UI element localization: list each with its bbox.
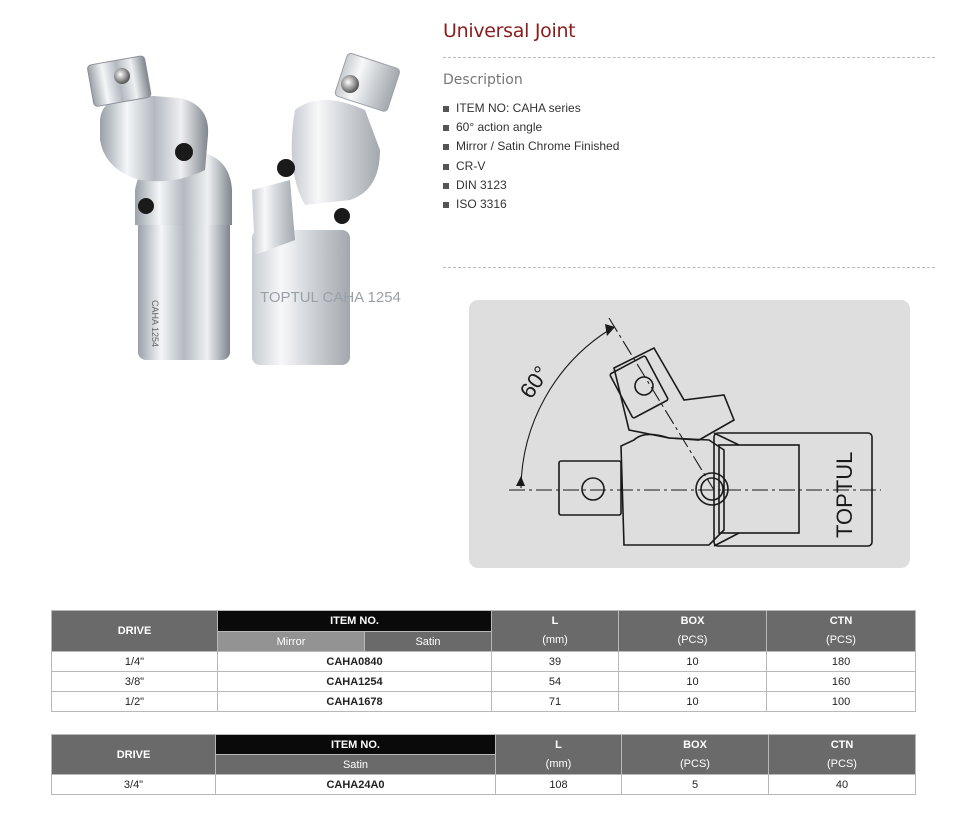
table-row: 3/8" CAHA1254 54 10 160 (52, 672, 916, 692)
right-universal-joint (252, 52, 401, 365)
spec-item: Mirror / Satin Chrome Finished (443, 137, 619, 156)
spec-table-satin (51, 734, 916, 795)
header-item-no: ITEM NO. (216, 735, 496, 755)
spec-item: DIN 3123 (443, 176, 619, 195)
square-bullet-icon (443, 144, 449, 150)
square-bullet-icon (443, 164, 449, 170)
spec-item: CR-V (443, 157, 619, 176)
header-satin: Satin (365, 632, 492, 652)
header-l: L (mm) (492, 611, 619, 652)
product-title: Universal Joint (443, 20, 576, 42)
left-universal-joint (87, 55, 232, 360)
header-box: BOX (PCS) (622, 735, 769, 775)
square-bullet-icon (443, 183, 449, 189)
header-l: L (mm) (496, 735, 622, 775)
divider-bottom (443, 267, 935, 268)
description-heading: Description (443, 72, 523, 88)
spec-item: ISO 3316 (443, 195, 619, 214)
square-bullet-icon (443, 125, 449, 131)
header-drive: DRIVE (52, 611, 218, 652)
left-joint-marking: CAHA 1254 (150, 300, 160, 348)
angle-label: 60° (514, 361, 555, 403)
table-row: 1/4" CAHA0840 39 10 180 (52, 652, 916, 672)
product-photo (80, 40, 410, 370)
table-row: 3/4" CAHA24A0 108 5 40 (52, 775, 916, 795)
header-satin: Satin (216, 755, 496, 775)
technical-diagram (469, 300, 910, 568)
square-bullet-icon (443, 202, 449, 208)
spec-table-mirror-satin (51, 610, 916, 712)
spec-item: ITEM NO: CAHA series (443, 99, 619, 118)
header-drive: DRIVE (52, 735, 216, 775)
header-mirror: Mirror (218, 632, 365, 652)
divider-top (443, 57, 935, 58)
spec-item: 60° action angle (443, 118, 619, 137)
brand-label: TOPTUL (832, 451, 857, 538)
header-box: BOX (PCS) (619, 611, 767, 652)
header-item-no: ITEM NO. (218, 611, 492, 632)
header-ctn: CTN (PCS) (769, 735, 916, 775)
header-ctn: CTN (PCS) (767, 611, 916, 652)
table-row: 1/2" CAHA1678 71 10 100 (52, 692, 916, 712)
right-joint-marking: TOPTUL CAHA 1254 (260, 289, 401, 306)
square-bullet-icon (443, 106, 449, 112)
spec-list (443, 99, 619, 214)
